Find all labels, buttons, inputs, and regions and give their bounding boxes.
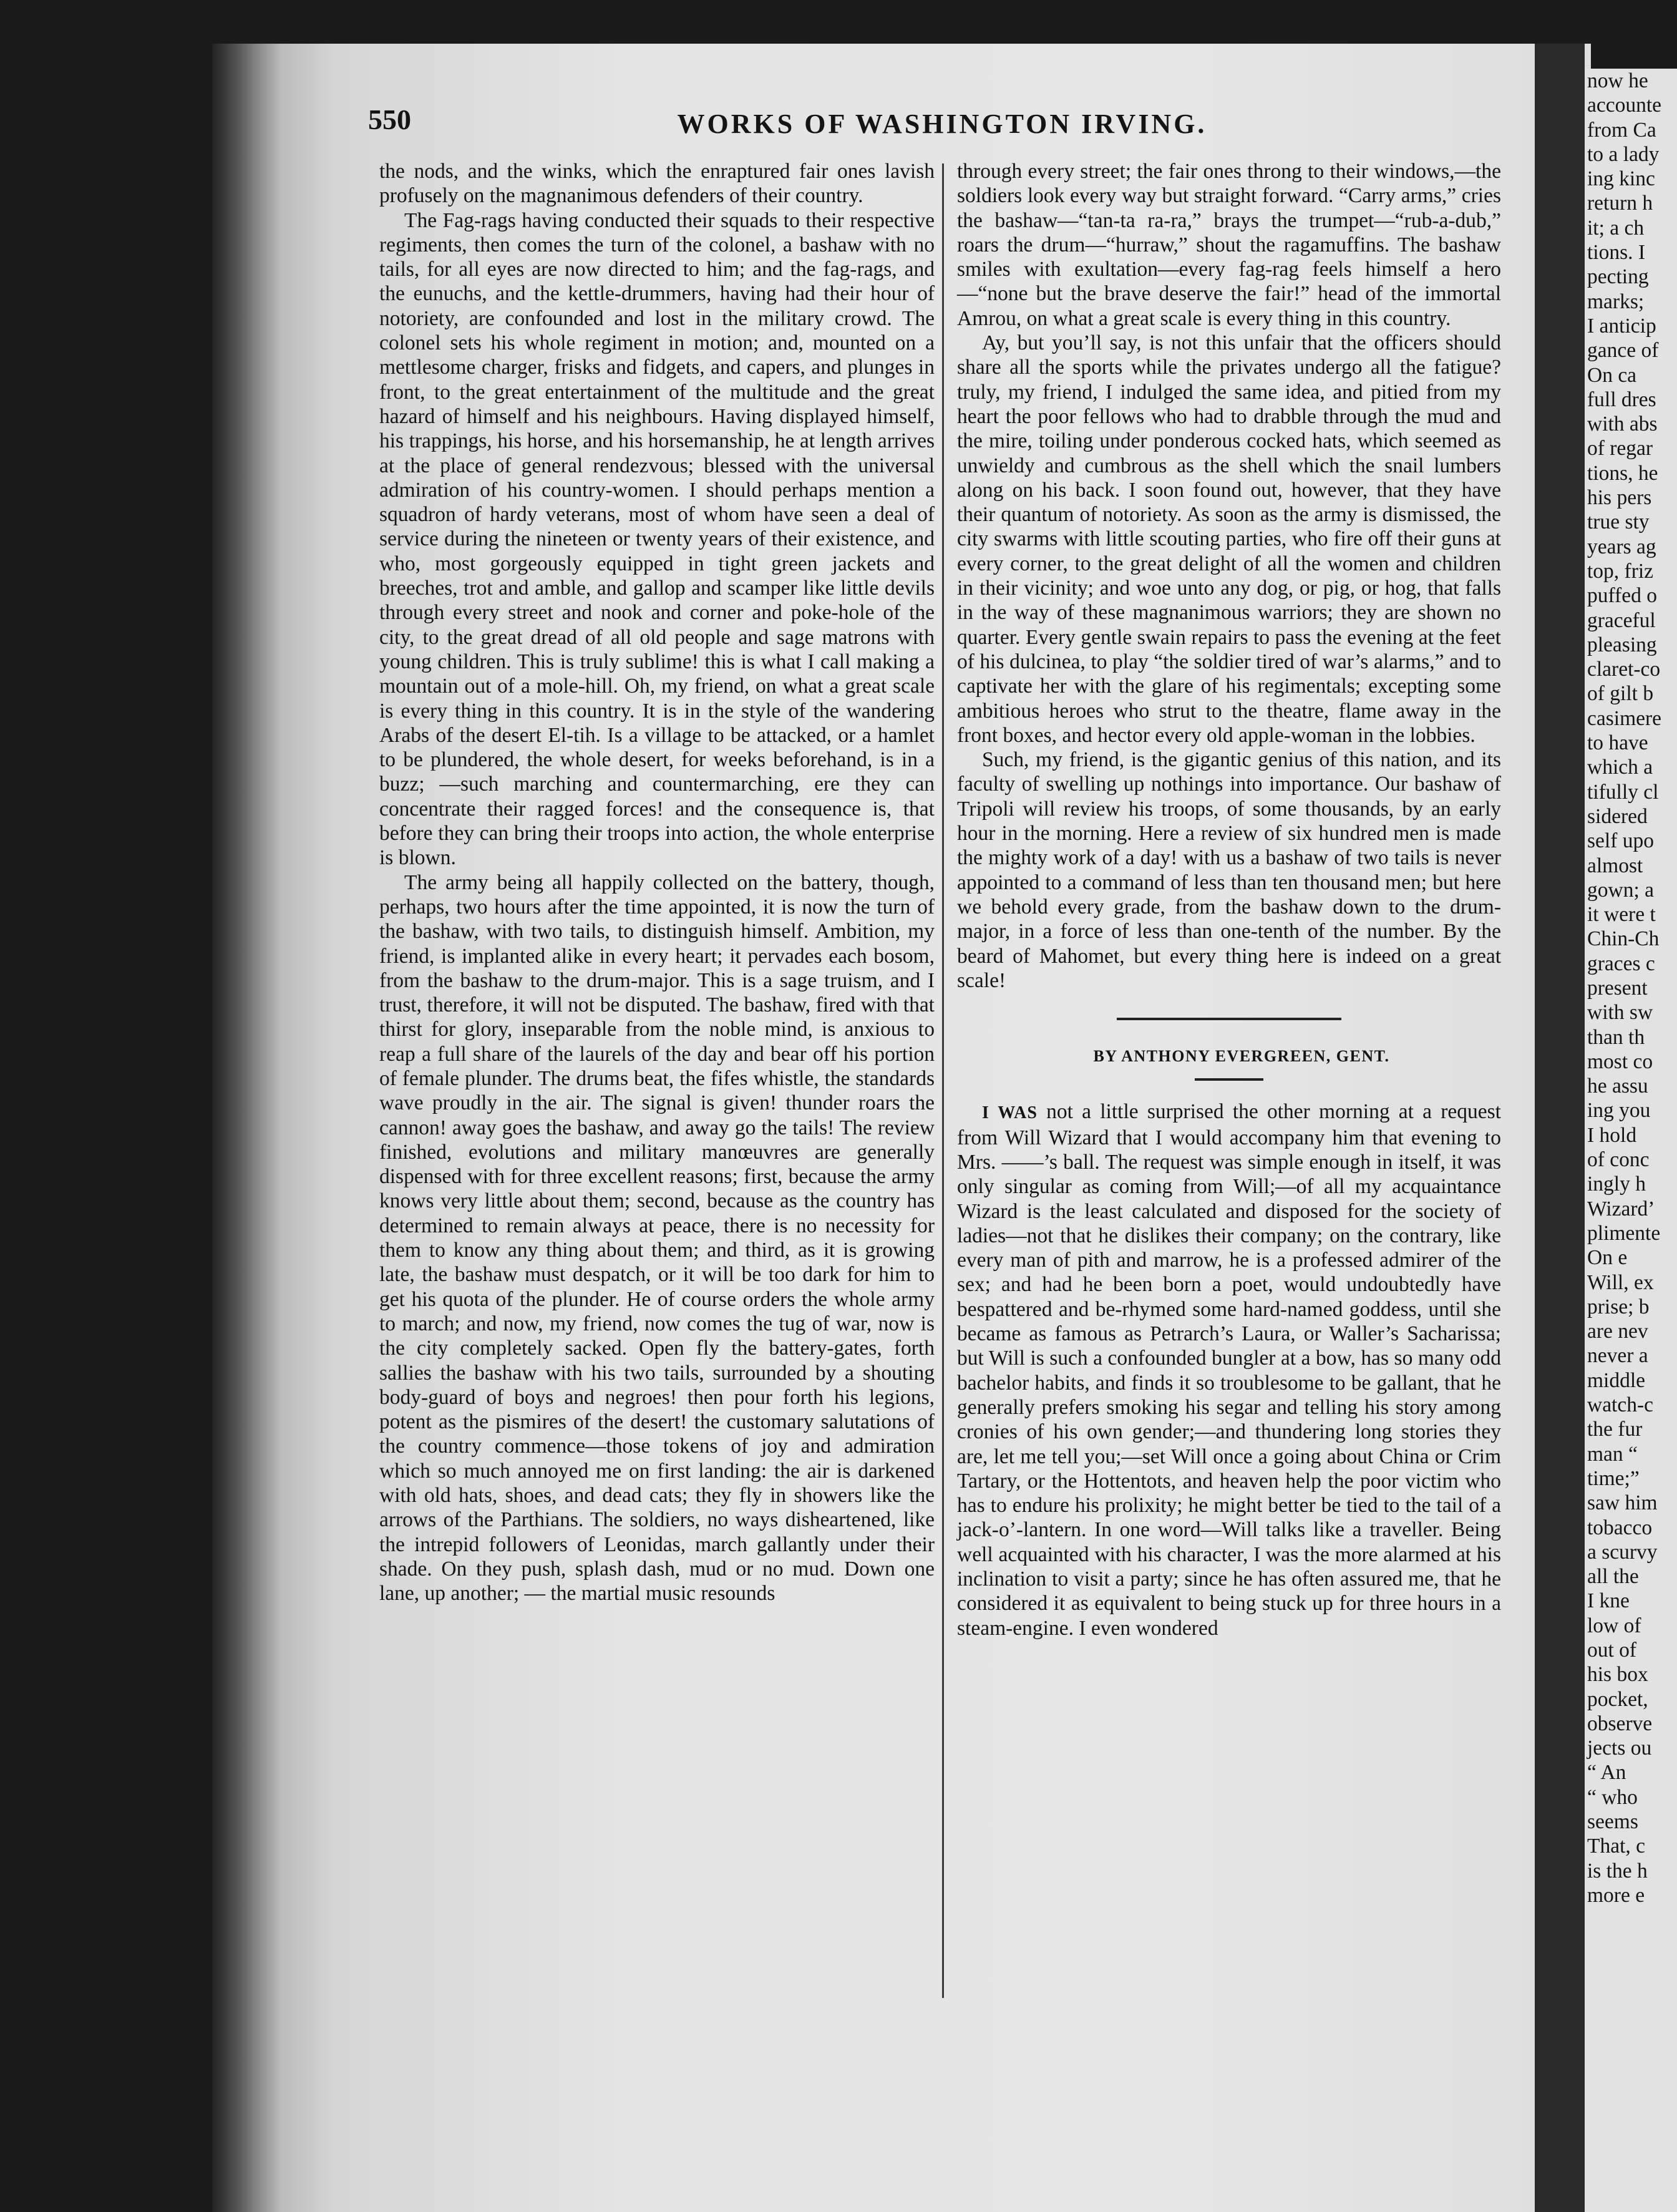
facing-page-line: true sty xyxy=(1587,510,1650,534)
facing-page-line: from Ca xyxy=(1587,118,1656,142)
facing-page-line: casimere xyxy=(1587,706,1662,730)
facing-page-line: with abs xyxy=(1587,412,1658,436)
facing-page-line: pocket, xyxy=(1587,1687,1648,1711)
facing-page-line: Wizard’ xyxy=(1587,1197,1655,1220)
facing-page-line: self upo xyxy=(1587,829,1654,853)
facing-page-line: he assu xyxy=(1587,1074,1648,1098)
facing-page-edge xyxy=(1585,69,1677,2212)
byline-rule xyxy=(1195,1078,1263,1081)
facing-page-line: full dres xyxy=(1587,387,1656,411)
paragraph: The Fag-rags having conducted their squads to their respective regiments, then comes the turn of the colonel, a bashaw with no tails, for all eyes are now directed to him; and the fag-rags, and the eunuchs, and the kettle-drummers, having had their hour of notoriety, are confounded and lost in the military crowd. The colonel sets his whole regiment in motion; and, mounted on a mettlesome charger, frisks and fidgets, and capers, and plunges in front, to the great entertainment of the multitude and the great hazard of himself and his neighbours. Having displayed himself, his trappings, his horse, and his horsemanship, he at length arrives at the place of general rendezvous; blessed with the universal admiration of his country-women. I should perhaps mention a squadron of hardy veterans, most of whom have seen a deal of service during the nineteen or twenty years of their existence, and who, most gorgeously equipped in tight green jackets and breeches, trot and amble, and gallop and scamper like little devils through every street and nook and corner and poke-hole of the city, to the great dread of all old people and sage matrons with young children. This is truly sublime! this is what I call making a mountain out of a mole-hill. Oh, my friend, on what a great scale is every thing in this country. It is in the style of the wandering Arabs of the desert El-tih. Is a village to be attacked, or a hamlet to be plundered, the whole desert, for weeks beforehand, is in a buzz; —such marching and countermarching, ere they can concentrate their ragged forces! and the consequence is, that before they can bring their troops into action, the whole enterprise is blown. xyxy=(379,208,935,870)
facing-page-line: the fur xyxy=(1587,1418,1643,1441)
facing-page-line: I anticip xyxy=(1587,314,1656,338)
facing-page-line: of regar xyxy=(1587,437,1653,460)
facing-page-line: Will, ex xyxy=(1587,1270,1654,1294)
page-number: 550 xyxy=(368,104,411,135)
facing-page-line: That, c xyxy=(1587,1834,1646,1858)
facing-page-line: low of xyxy=(1587,1614,1641,1637)
section-opening-paragraph xyxy=(957,1099,1501,1640)
facing-page-lines xyxy=(1585,69,1677,1907)
facing-page-line: almost xyxy=(1587,854,1643,877)
facing-page-line: all the xyxy=(1587,1565,1639,1589)
facing-page-line: ingly h xyxy=(1587,1172,1646,1196)
facing-page-line: “ An xyxy=(1587,1761,1626,1785)
facing-page-line: tions. I xyxy=(1587,241,1646,265)
facing-page-line: tions, he xyxy=(1587,461,1658,485)
facing-page-line: ing you xyxy=(1587,1099,1651,1123)
paragraph: The army being all happily collected on the battery, though, perhaps, two hours after the time appointed, it is now the turn of the bashaw, with two tails, to distinguish himself. Ambition, my friend, is implanted alike in every heart; it pervades each bosom, from the bashaw to the drum-major. This is a sage truism, and I trust, therefore, it will not be disputed. The bashaw, fired with that thirst for glory, inseparable from the noble mind, is anxious to reap a full share of the laurels of the day and bear off his portion of female plunder. The drums beat, the fifes whistle, the standards wave proudly in the air. The signal is given! thunder roars the cannon! away goes the bashaw, and away go the tails! The review finished, evolutions and military manœuvres are generally dispensed with for three excellent reasons; first, because the army knows very little about them; second, because as the country has determined to remain always at peace, there is no necessity for them to know any thing about them; and third, as it is growing late, the bashaw must despatch, or it will be too dark for him to get his quota of the plunder. He of course orders the whole army to march; and now, my friend, now comes the tug of war, now is the city completely sacked. Open fly the battery-gates, forth sallies the bashaw with his two tails, surrounded by a shouting body-guard of boys and negroes! then pour forth his legions, potent as the pismires of the desert! the customary salutations of the country commence—those tokens of joy and admiration which so much annoyed me on first landing: the air is darkened with old hats, shoes, and dead cats; they fly in showers like the arrows of the Parthians. The soldiers, no ways disheartened, like the intrepid followers of Leonidas, march gallantly under their shade. On they push, splash dash, mud or no mud. Down one lane, up another; — the martial music resounds xyxy=(379,870,935,1605)
facing-page-line: of gilt b xyxy=(1587,682,1654,706)
book-gutter xyxy=(1535,44,1585,2212)
facing-page-line: prise; b xyxy=(1587,1295,1650,1318)
facing-page-line: pleasing xyxy=(1587,633,1657,656)
facing-page-line: a scurvy xyxy=(1587,1540,1658,1564)
facing-page-line: observe xyxy=(1587,1712,1653,1735)
opening-caps: I WAS xyxy=(982,1103,1038,1123)
facing-page-line: out of xyxy=(1587,1639,1637,1662)
facing-page-line: On ca xyxy=(1587,363,1637,387)
facing-page-line: most co xyxy=(1587,1050,1653,1073)
facing-page-line: plimente xyxy=(1587,1221,1661,1245)
facing-page-line: to have xyxy=(1587,731,1648,755)
facing-page-line: gance of xyxy=(1587,339,1659,363)
binding-shadow xyxy=(212,44,281,2212)
facing-page-line: accounte xyxy=(1587,94,1662,117)
facing-page-line: tobacco xyxy=(1587,1516,1653,1539)
facing-page-line: pecting xyxy=(1587,265,1649,289)
facing-page-line: to a lady xyxy=(1587,142,1660,166)
facing-page-line: graces c xyxy=(1587,952,1655,975)
facing-page-line: time;” xyxy=(1587,1466,1640,1490)
column-divider xyxy=(942,163,944,1998)
facing-page-line: claret-co xyxy=(1587,658,1661,681)
facing-page-line: “ who xyxy=(1587,1785,1638,1809)
facing-page-line: now he xyxy=(1587,69,1648,92)
facing-page-line: never a xyxy=(1587,1344,1648,1368)
facing-page-line: puffed o xyxy=(1587,584,1657,608)
facing-page-line: than th xyxy=(1587,1025,1645,1049)
facing-page-line: marks; xyxy=(1587,290,1645,313)
facing-page-line: top, friz xyxy=(1587,559,1654,583)
text-column-left xyxy=(379,159,935,1606)
facing-page-line: I hold xyxy=(1587,1123,1637,1147)
facing-page-line: years ag xyxy=(1587,535,1656,558)
facing-page-line: watch-c xyxy=(1587,1393,1654,1417)
facing-page-line: which a xyxy=(1587,756,1653,779)
facing-page-line: tifully cl xyxy=(1587,780,1659,804)
facing-page-line: his box xyxy=(1587,1663,1648,1687)
facing-page-line: is the h xyxy=(1587,1859,1648,1883)
paragraph: Such, my friend, is the gigantic genius of this nation, and its faculty of swelling up nothings into importance. Our bashaw of Tripoli will review his troops, of some thousands, by an early hour in the morning. Here a review of six hundred men is made the mighty work of a day! with us a bashaw of two tails is never appointed to a command of less than ten thousand men; but here we behold every grade, from the bashaw down to the drum-major, in a force of less than one-tenth of the number. By the beard of Mahomet, but every thing here is indeed on a great scale! xyxy=(957,748,1501,992)
page-header xyxy=(368,103,1516,159)
paragraph: Ay, but you’ll say, is not this unfair that the officers should share all the sports while the privates undergo all the fatigue? truly, my friend, I indulged the same idea, and pitied from my heart the poor fellows who had to drabble through the mud and the mire, toiling under ponderous cocked hats, which seemed as unwieldy and cumbrous as the shell which the snail lumbers along on his back. I soon found out, however, that they have their quantum of notoriety. As soon as the army is dismissed, the city swarms with little scouting parties, who fire off their guns at every corner, to the great delight of all the women and children in their vicinity; and woe unto any dog, or pig, or hog, that falls in the way of these magnanimous warriors; they are shown no quarter. Every gentle swain repairs to pass the evening at the feet of his dulcinea, to play “the soldier tired of war’s alarms,” and to captivate her with the glare of his regimentals; excepting some ambitious heroes who strut to the theatre, flame away in the front boxes, and hector every old apple-woman in the lobbies. xyxy=(957,331,1501,747)
facing-page-line: Chin-Ch xyxy=(1587,927,1660,951)
opening-text: not a little surprised the other morning at a request from Will Wizard that I would accompany him that evening to Mrs. ——’s ball. The request was simple enough in itself, it was only singular as coming from Will;—of all my acquaintance Wizard is the least calculated and disposed for the society of ladies—not that he dislikes their company; on the contrary, like every man of pith and marrow, he is a professed admirer of the sex; and had he been born a poet, would undoubtedly have bespattered and be-rhymed some hard-named goddess, until she became as famous as Petrarch’s Laura, or Waller’s Sacharissa; but Will is such a confounded bungler at a bow, has so many odd bachelor habits, and finds it so troublesome to be gallant, that he generally prefers smoking his segar and telling his story among cronies of his own gender;—and thundering long stories they are, let me tell you;—set Will once a going about China or Crim Tartary, or the Hottentots, and heaven help the poor victim who has to endure his prolixity; he might better be tied to the tail of a jack-o’-lantern. In one word—Will talks like a traveller. Being well acquainted with his character, I was the more alarmed at his inclination to visit a party; since he has often assured me, that he considered it as equivalent to being stuck up for three hours in a steam-engine. I even wondered xyxy=(957,1100,1501,1640)
facing-page-line: it; a ch xyxy=(1587,216,1645,240)
facing-page-line: On e xyxy=(1587,1246,1628,1270)
text-column-right xyxy=(957,159,1501,1640)
facing-page-line: I kne xyxy=(1587,1589,1630,1613)
facing-page-line: man “ xyxy=(1587,1442,1638,1466)
facing-page-line: middle xyxy=(1587,1368,1646,1392)
facing-page-line: graceful xyxy=(1587,608,1656,632)
facing-page-line: jects ou xyxy=(1587,1737,1652,1760)
paragraph: the nods, and the winks, which the enraptured fair ones lavish profusely on the magnanimous defenders of their country. xyxy=(379,160,935,208)
facing-page-line: of conc xyxy=(1587,1148,1650,1172)
facing-page-line: saw him xyxy=(1587,1491,1658,1515)
facing-page-line: present xyxy=(1587,976,1648,1000)
facing-page-line: sidered xyxy=(1587,804,1648,828)
running-title: WORKS OF WASHINGTON IRVING. xyxy=(677,109,1207,139)
facing-page-line: gown; a xyxy=(1587,878,1654,902)
facing-page-line: with sw xyxy=(1587,1001,1653,1025)
paragraph: through every street; the fair ones throng to their windows,—the soldiers look every way but straight forward. “Carry arms,” cries the bashaw—“tan-ta ra-ra,” brays the trumpet—“rub-a-dub,” roars the drum—“hurraw,” shout the ragamuffins. The bashaw smiles with exultation—every fag-rag feels himself a hero—“none but the brave deserve the fair!” head of the immortal Amrou, on what a great scale is every thing in this country. xyxy=(957,160,1501,330)
facing-page-line: return h xyxy=(1587,192,1653,215)
facing-page-line: ing kinc xyxy=(1587,167,1655,191)
facing-page-line: his pers xyxy=(1587,486,1652,510)
section-rule xyxy=(1117,1018,1341,1020)
facing-page-line: are nev xyxy=(1587,1320,1648,1343)
facing-page-line: more e xyxy=(1587,1883,1645,1907)
facing-page-line: it were t xyxy=(1587,903,1656,927)
section-byline: BY ANTHONY EVERGREEN, GENT. xyxy=(1093,1047,1390,1066)
facing-page-line: seems xyxy=(1587,1810,1638,1834)
